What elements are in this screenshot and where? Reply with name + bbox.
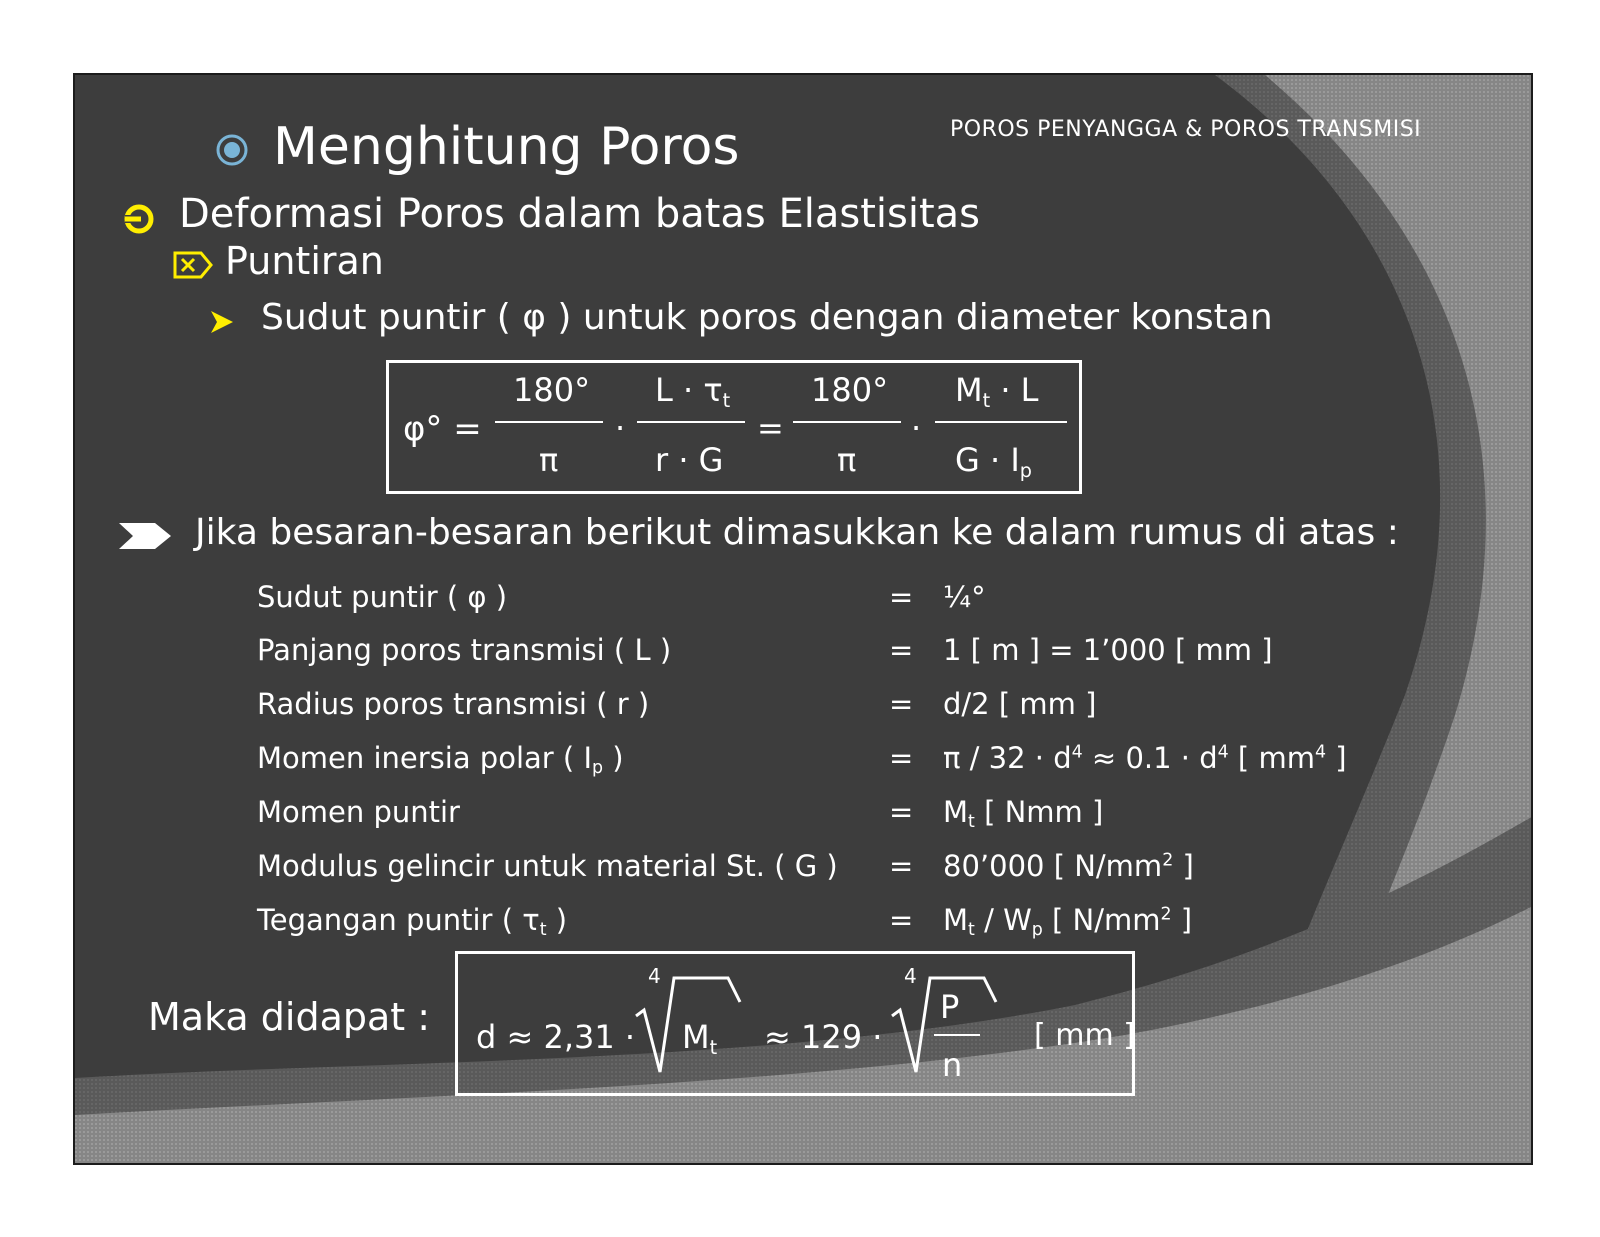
result-lhs: d ≈ 2,31 · [476,1018,636,1056]
stress-value-text: M [943,903,969,937]
stress-label-sub: t [539,920,547,941]
numerator-180-b: 180° [811,371,889,409]
point-text: Sudut puntir ( φ ) untuk poros dengan diameter konstan [261,297,1273,338]
tau-subscript: t [722,388,731,412]
denominator-g-ip [955,441,1032,482]
param-value-radius: d/2 [ mm ] [943,687,1097,721]
param-eq-angle: = [889,580,914,614]
param-value-modulus [943,849,1194,883]
denominator-pi-a: π [539,441,559,479]
stress-label-tail: ) [546,903,568,937]
numerator-mt-l [955,371,1038,412]
inertia-value-sup: 4 [1071,742,1083,763]
stress-value-end: ] [1171,903,1193,937]
arrow-circle-bullet-icon [123,203,155,235]
root-content-a [682,1018,717,1059]
frac-denominator-n: n [942,1046,963,1084]
param-value-stress [943,903,1192,940]
ip-subscript: p [1019,458,1032,482]
denominator-r-g: r · G [655,441,724,479]
inertia-value-end: ] [1326,741,1347,775]
result-unit: [ mm ] [1034,1018,1135,1053]
param-eq-radius: = [889,687,914,721]
param-eq-length: = [889,633,914,667]
inertia-value-mid: ≈ 0.1 · d [1082,741,1218,775]
modulus-value-text: 80’000 [ N/mm [943,849,1163,883]
slide [73,73,1533,1165]
slide-title: Menghitung Poros [273,117,740,177]
numerator-l-tau [655,371,730,412]
param-label-stress [257,903,567,940]
param-label-torque: Momen puntir [257,795,460,829]
diameter-formula [455,951,1135,1096]
root-index-a: 4 [648,964,661,988]
section-heading: Deformasi Poros dalam batas Elastisitas [179,191,980,237]
denominator-pi-b: π [837,441,857,479]
chevron-arrow-bullet-icon [117,521,173,551]
g-ip-text: G · I [955,441,1020,479]
modulus-value-sup: 2 [1162,850,1174,871]
inertia-label-sub: p [592,758,604,779]
torque-value-sub: t [968,812,975,833]
result-mid: ≈ 129 · [764,1018,883,1056]
root-content-sub: t [709,1035,718,1059]
circle-bullet-icon [215,133,249,167]
inertia-value-sup3: 4 [1314,742,1327,763]
param-label-angle: Sudut puntir ( φ ) [257,580,508,614]
param-label-radius: Radius poros transmisi ( r ) [257,687,650,721]
x-box-bullet-icon [173,251,213,279]
subheading: Puntiran [225,239,384,283]
param-eq-stress: = [889,903,914,937]
equals-sign: = [757,409,784,447]
inertia-value-sup2: 4 [1217,742,1229,763]
torque-value-text: M [943,795,969,829]
frac-numerator-p: P [940,988,960,1026]
inertia-value-tail: [ mm [1228,741,1315,775]
fraction-line-b [637,421,745,423]
fraction-line-c [793,421,901,423]
stress-value-sup: 2 [1160,904,1172,925]
param-eq-inertia: = [889,741,914,775]
torsion-angle-formula [386,360,1082,494]
modulus-value-tail: ] [1173,849,1194,883]
param-eq-modulus: = [889,849,914,883]
torque-value-tail: [ Nmm ] [974,795,1104,829]
course-title: POROS PENYANGGA & POROS TRANSMISI [950,117,1422,142]
param-value-inertia [943,741,1347,775]
formula-lhs: φ° = [403,409,482,449]
stress-value-sub2: p [1031,920,1043,941]
param-value-angle: ¼° [943,580,986,614]
numerator-l-tau-text: L · τ [655,371,723,409]
param-label-inertia [257,741,624,778]
param-label-modulus: Modulus gelincir untuk material St. ( G ) [257,849,838,883]
mt-text: M [955,371,983,409]
intro-text: Jika besaran-besaran berikut dimasukkan ke dalam rumus di atas : [195,512,1399,553]
fraction-line-pn [934,1034,980,1036]
stress-value-tail: [ N/mm [1042,903,1161,937]
mt-subscript: t [982,388,991,412]
stress-value-mid: / W [974,903,1032,937]
param-label-length: Panjang poros transmisi ( L ) [257,633,672,667]
param-value-torque [943,795,1103,832]
param-value-length: 1 [ m ] = 1’000 [ mm ] [943,633,1273,667]
inertia-label-tail: ) [603,741,624,775]
inertia-value-text: π / 32 · d [943,741,1072,775]
stress-label-text: Tegangan puntir ( τ [257,903,540,937]
root-content-m: M [682,1018,710,1056]
result-label: Maka didapat : [148,995,431,1039]
fraction-line-a [495,421,603,423]
dot-a: · [615,409,626,447]
inertia-label-text: Momen inersia polar ( I [257,741,593,775]
dot-b: · [911,409,922,447]
param-eq-torque: = [889,795,914,829]
mt-tail: · L [990,371,1039,409]
stress-value-sub: t [968,920,975,941]
root-index-b: 4 [904,964,917,988]
arrowhead-bullet-icon [209,309,235,335]
numerator-180-a: 180° [513,371,591,409]
fraction-line-d [935,421,1067,423]
